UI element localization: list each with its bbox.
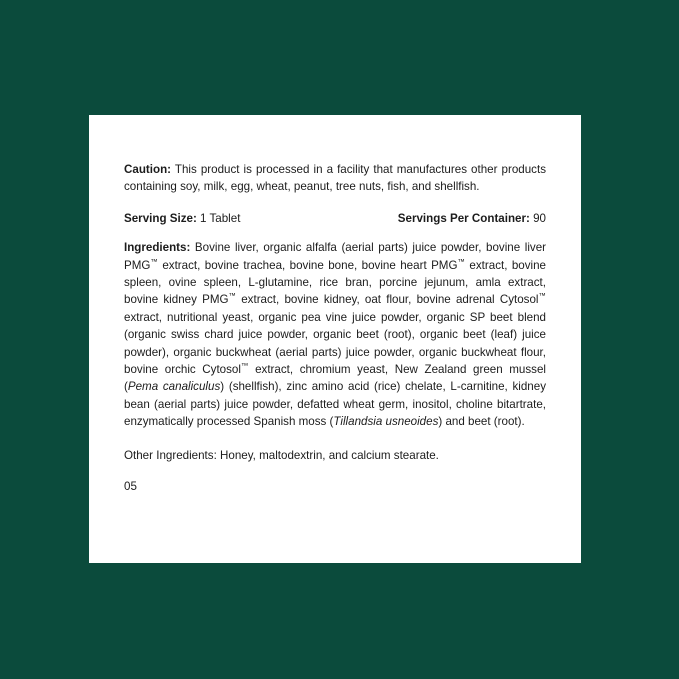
ingredients-text-7: ) (shellfish), zinc amino acid (rice) chelate, L-carnitine, kidney bean (aerial parts) juice powder, defatted wheat germ, inositol, choline bitartrate, enzymatically processed Spanish moss ( — [124, 380, 547, 429]
trademark-symbol-1: ™ — [150, 256, 158, 266]
servings-per-container-label: Servings Per Container: — [397, 211, 530, 225]
caution-text: This product is processed in a facility that manufactures other products containing soy, milk, egg, wheat, peanut, tree nuts, fish, and shellfish. — [124, 163, 546, 194]
ingredients-text-2: extract, bovine trachea, bovine bone, bovine heart PMG — [157, 258, 458, 272]
serving-size — [124, 210, 240, 227]
latin-name-tillandsia-usneoides: Tillandsia usneoides — [333, 415, 439, 429]
trademark-symbol-2: ™ — [457, 256, 465, 266]
label-code: 05 — [124, 480, 137, 494]
ingredients-text-1: Bovine liver, organic alfalfa (aerial parts) juice powder, bovine liver PMG — [124, 241, 546, 272]
ingredients-paragraph — [124, 239, 546, 430]
serving-info-row — [124, 210, 546, 227]
serving-size-label: Serving Size: — [124, 211, 197, 225]
servings-per-container-value: 90 — [529, 211, 546, 225]
ingredients-text-4: extract, bovine kidney, oat flour, bovine adrenal Cytosol — [236, 293, 539, 307]
ingredients-text-5: extract, nutritional yeast, organic pea vine juice powder, organic SP beet blend (organic swiss chard juice powder, organic beet (root), organic beet (leaf) juice powder), organic buckwheat (aerial parts) juice powder, organic buckwheat flour, bovine orchic Cytosol — [124, 310, 546, 377]
ingredients-heading: Ingredients: — [124, 241, 191, 255]
caution-heading: Caution: — [124, 163, 172, 176]
serving-size-value: 1 Tablet — [196, 211, 241, 225]
trademark-symbol-4: ™ — [538, 291, 546, 301]
servings-per-container — [398, 210, 546, 227]
ingredients-text-3: extract, bovine spleen, ovine spleen, L-glutamine, rice bran, porcine jejunum, amla extract, bovine kidney PMG — [124, 258, 547, 307]
ingredients-text-8: ) and beet (root). — [438, 415, 525, 429]
trademark-symbol-3: ™ — [228, 291, 237, 301]
latin-name-pema-canaliculus: Pema canaliculus — [127, 380, 221, 394]
caution-paragraph — [124, 161, 546, 196]
trademark-symbol-5: ™ — [240, 361, 249, 371]
other-ingredients-paragraph: Other Ingredients: Honey, maltodextrin, and calcium stearate. — [124, 448, 439, 462]
supplement-label-card — [89, 115, 581, 563]
ingredients-text-6: extract, chromium yeast, New Zealand green mussel ( — [124, 363, 546, 394]
